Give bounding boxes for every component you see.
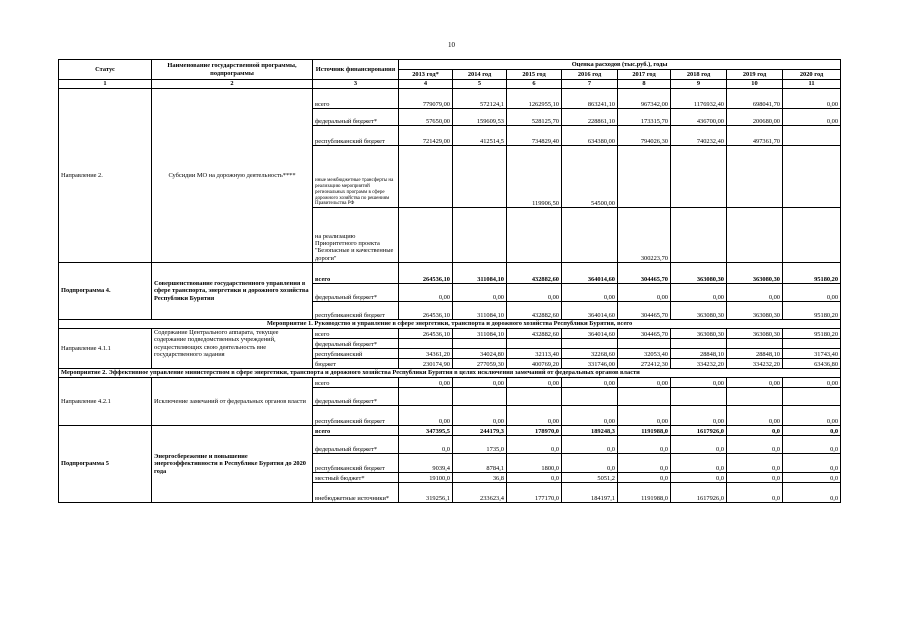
value-cell: 264536,10 (399, 263, 453, 284)
value-cell: 0,00 (671, 284, 727, 302)
funding-source: на реализацию Приоритетного проекта "Безопасные и качественные дороги" (313, 208, 399, 263)
value-cell: 1800,0 (507, 454, 562, 473)
value-cell: 1191988,0 (618, 483, 671, 503)
value-cell: 364014,60 (562, 263, 618, 284)
value-cell: 32053,40 (618, 349, 671, 359)
value-cell (727, 208, 783, 263)
value-cell: 0,0 (562, 436, 618, 454)
value-cell: 0,00 (399, 378, 453, 388)
value-cell: 311084,10 (453, 263, 507, 284)
value-cell: 0,00 (562, 378, 618, 388)
value-cell: 863241,10 (562, 89, 618, 109)
value-cell (399, 388, 453, 406)
funding-source: внебюджетные источники* (313, 483, 399, 503)
value-cell: 363080,30 (671, 329, 727, 339)
col-number: 2 (152, 80, 313, 89)
value-cell: 364014,60 (562, 329, 618, 339)
value-cell: 9039,4 (399, 454, 453, 473)
program-name: Энергосбережение и повышение энергоэффективности в Республике Бурятия до 2020 года (152, 426, 313, 503)
value-cell: 95180,20 (783, 302, 841, 320)
value-cell (618, 146, 671, 208)
value-cell: 0,0 (783, 454, 841, 473)
header-status: Статус (59, 60, 152, 80)
value-cell: 63436,80 (783, 359, 841, 369)
header-year: 2018 год (671, 70, 727, 80)
value-cell (671, 146, 727, 208)
funding-source: республиканский бюджет (313, 454, 399, 473)
funding-source: всего (313, 329, 399, 339)
value-cell: 363080,30 (727, 329, 783, 339)
value-cell (453, 208, 507, 263)
funding-source: федеральный бюджет* (313, 436, 399, 454)
value-cell: 0,00 (562, 284, 618, 302)
value-cell: 264536,10 (399, 329, 453, 339)
value-cell (399, 146, 453, 208)
value-cell: 1735,0 (453, 436, 507, 454)
value-cell (399, 339, 453, 349)
value-cell (453, 339, 507, 349)
header-year: 2015 год (507, 70, 562, 80)
header-year: 2014 год (453, 70, 507, 80)
value-cell: 319256,1 (399, 483, 453, 503)
value-cell: 0,00 (507, 284, 562, 302)
program-name: Содержание Центрального аппарата, текущее содержание подведомственных учреждений, осуществляющих свою деятельность вне государственного задания (152, 329, 313, 369)
value-cell (453, 146, 507, 208)
value-cell: 159609,53 (453, 109, 507, 126)
value-cell: 32268,60 (562, 349, 618, 359)
value-cell: 0,0 (618, 436, 671, 454)
value-cell: 0,0 (783, 436, 841, 454)
value-cell (727, 339, 783, 349)
value-cell: 497361,70 (727, 126, 783, 146)
value-cell: 36,8 (453, 473, 507, 483)
value-cell: 1262955,10 (507, 89, 562, 109)
value-cell: 0,00 (671, 406, 727, 426)
table-row (59, 320, 841, 329)
value-cell (783, 339, 841, 349)
header-year: 2016 год (562, 70, 618, 80)
header-year: 2020 год (783, 70, 841, 80)
value-cell: 19100,0 (399, 473, 453, 483)
value-cell: 0,00 (783, 284, 841, 302)
value-cell: 0,0 (507, 436, 562, 454)
value-cell: 0,0 (727, 426, 783, 436)
program-name: Совершенствование государственного управления в сфере транспорта, энергетики и дорожного хозяйства Республики Бурятия (152, 263, 313, 320)
value-cell: 304465,70 (618, 263, 671, 284)
row-status: Подпрограмма 5 (59, 426, 152, 503)
funding-source: иные межбюджетные трансферты на реализацию мероприятий региональных программ в сфере дорожного хозяйства по решениям Правительства РФ (313, 146, 399, 208)
value-cell (562, 388, 618, 406)
value-cell: 0,0 (727, 473, 783, 483)
value-cell: 173315,70 (618, 109, 671, 126)
program-name: Субсидии МО на дорожную деятельность**** (152, 89, 313, 263)
value-cell: 8784,1 (453, 454, 507, 473)
value-cell: 34024,80 (453, 349, 507, 359)
value-cell: 721429,00 (399, 126, 453, 146)
value-cell: 0,00 (618, 406, 671, 426)
table-row (59, 369, 841, 378)
value-cell: 200680,00 (727, 109, 783, 126)
value-cell (783, 126, 841, 146)
value-cell: 0,0 (562, 454, 618, 473)
header-year: 2013 год* (399, 70, 453, 80)
value-cell: 400769,20 (507, 359, 562, 369)
row-status: Подпрограмма 4. (59, 263, 152, 320)
row-status: Направление 4.1.1 (59, 329, 152, 369)
col-number: 7 (562, 80, 618, 89)
expense-table (58, 59, 841, 503)
col-number: 6 (507, 80, 562, 89)
value-cell: 0,00 (453, 378, 507, 388)
value-cell: 0,00 (783, 406, 841, 426)
col-number: 5 (453, 80, 507, 89)
value-cell: 0,0 (727, 436, 783, 454)
value-cell: 0,00 (453, 284, 507, 302)
value-cell (507, 388, 562, 406)
value-cell (671, 208, 727, 263)
value-cell: 364014,60 (562, 302, 618, 320)
funding-source: всего (313, 89, 399, 109)
value-cell: 0,0 (618, 454, 671, 473)
value-cell: 794026,30 (618, 126, 671, 146)
funding-source: всего (313, 378, 399, 388)
value-cell: 0,0 (507, 473, 562, 483)
value-cell (727, 146, 783, 208)
value-cell: 1617926,0 (671, 426, 727, 436)
value-cell: 57650,00 (399, 109, 453, 126)
value-cell: 5051,2 (562, 473, 618, 483)
value-cell: 95180,20 (783, 263, 841, 284)
value-cell: 967342,00 (618, 89, 671, 109)
value-cell: 184197,1 (562, 483, 618, 503)
value-cell: 432882,60 (507, 329, 562, 339)
table-row (59, 89, 841, 109)
value-cell: 0,00 (727, 378, 783, 388)
value-cell: 331746,00 (562, 359, 618, 369)
funding-source: федеральный бюджет* (313, 284, 399, 302)
value-cell: 779079,00 (399, 89, 453, 109)
col-number: 11 (783, 80, 841, 89)
value-cell: 363080,30 (727, 302, 783, 320)
value-cell: 1617926,0 (671, 483, 727, 503)
value-cell: 0,0 (399, 436, 453, 454)
col-number: 3 (313, 80, 399, 89)
value-cell: 0,00 (727, 284, 783, 302)
value-cell: 228861,10 (562, 109, 618, 126)
value-cell: 0,00 (618, 284, 671, 302)
funding-source: республиканский (313, 349, 399, 359)
value-cell: 432882,60 (507, 302, 562, 320)
value-cell (562, 208, 618, 263)
value-cell: 0,0 (727, 454, 783, 473)
value-cell (562, 339, 618, 349)
value-cell: 0,00 (783, 89, 841, 109)
value-cell: 95180,20 (783, 329, 841, 339)
value-cell: 0,0 (783, 483, 841, 503)
value-cell (507, 339, 562, 349)
event-1-title: Мероприятие 1. Руководство и управление в сфере энергетики, транспорта и дорожного хозяйства Республики Бурятия, всего (59, 320, 841, 329)
col-number: 10 (727, 80, 783, 89)
value-cell: 1191988,0 (618, 426, 671, 436)
header-estimate: Оценка расходов (тыс.руб.), годы (399, 60, 841, 70)
value-cell: 264536,10 (399, 302, 453, 320)
funding-source: всего (313, 263, 399, 284)
value-cell (783, 388, 841, 406)
funding-source: федеральный бюджет* (313, 388, 399, 406)
value-cell: 363080,30 (671, 302, 727, 320)
row-status: Направление 4.2.1 (59, 378, 152, 426)
header-year: 2019 год (727, 70, 783, 80)
value-cell: 0,0 (671, 436, 727, 454)
value-cell: 0,0 (671, 454, 727, 473)
value-cell: 0,0 (671, 473, 727, 483)
row-status: Направление 2. (59, 89, 152, 263)
header-source: Источник финансирования (313, 60, 399, 80)
value-cell: 528125,70 (507, 109, 562, 126)
value-cell: 0,00 (507, 406, 562, 426)
value-cell: 34361,20 (399, 349, 453, 359)
value-cell: 634380,00 (562, 126, 618, 146)
value-cell: 304465,70 (618, 329, 671, 339)
value-cell: 412514,5 (453, 126, 507, 146)
value-cell: 363080,30 (727, 263, 783, 284)
value-cell: 119906,50 (507, 146, 562, 208)
page-number: 10 (448, 41, 455, 49)
value-cell (399, 208, 453, 263)
value-cell: 311084,10 (453, 302, 507, 320)
value-cell: 0,00 (671, 378, 727, 388)
funding-source: местный бюджет* (313, 473, 399, 483)
value-cell: 277059,30 (453, 359, 507, 369)
value-cell: 54500,00 (562, 146, 618, 208)
funding-source: федеральный бюджет* (313, 339, 399, 349)
value-cell: 334232,20 (671, 359, 727, 369)
table-row (59, 263, 841, 284)
value-cell: 347395,5 (399, 426, 453, 436)
value-cell: 0,0 (618, 473, 671, 483)
value-cell: 363080,30 (671, 263, 727, 284)
value-cell (727, 388, 783, 406)
value-cell: 233623,4 (453, 483, 507, 503)
funding-source: бюджет (313, 359, 399, 369)
value-cell: 189248,3 (562, 426, 618, 436)
col-number: 4 (399, 80, 453, 89)
funding-source: республиканский бюджет (313, 126, 399, 146)
value-cell (507, 208, 562, 263)
funding-source: республиканский бюджет (313, 302, 399, 320)
value-cell: 0,00 (783, 109, 841, 126)
header-program-name: Наименование государственной программы, подпрограммы (152, 60, 313, 80)
value-cell: 31743,40 (783, 349, 841, 359)
value-cell: 0,00 (453, 406, 507, 426)
value-cell (783, 208, 841, 263)
value-cell: 230174,90 (399, 359, 453, 369)
value-cell: 272412,30 (618, 359, 671, 369)
event-2-title: Мероприятие 2. Эффективное управление министерством в сфере энергетики, транспорта и дорожного хозяйства Республики Бурятия в целях исключения замечаний от федеральных органов власти (59, 369, 841, 378)
funding-source: республиканский бюджет (313, 406, 399, 426)
table-row (59, 378, 841, 388)
value-cell: 0,00 (727, 406, 783, 426)
value-cell: 0,00 (783, 378, 841, 388)
value-cell (671, 388, 727, 406)
value-cell: 32113,40 (507, 349, 562, 359)
table-row (59, 329, 841, 339)
value-cell: 177170,0 (507, 483, 562, 503)
value-cell: 0,00 (618, 378, 671, 388)
value-cell: 698041,70 (727, 89, 783, 109)
value-cell: 244179,3 (453, 426, 507, 436)
value-cell: 300223,70 (618, 208, 671, 263)
value-cell: 0,00 (507, 378, 562, 388)
value-cell: 28848,10 (727, 349, 783, 359)
value-cell: 0,00 (562, 406, 618, 426)
value-cell (671, 339, 727, 349)
value-cell: 436700,00 (671, 109, 727, 126)
col-number: 1 (59, 80, 152, 89)
program-name: Исключение замечаний от федеральных органов власти (152, 378, 313, 426)
value-cell: 0,0 (727, 483, 783, 503)
value-cell: 28848,10 (671, 349, 727, 359)
value-cell: 0,00 (399, 406, 453, 426)
value-cell: 432882,60 (507, 263, 562, 284)
value-cell (453, 388, 507, 406)
col-number: 8 (618, 80, 671, 89)
funding-source: федеральный бюджет* (313, 109, 399, 126)
value-cell (783, 146, 841, 208)
value-cell: 0,0 (783, 473, 841, 483)
value-cell: 734829,40 (507, 126, 562, 146)
value-cell: 740232,40 (671, 126, 727, 146)
value-cell: 572124,1 (453, 89, 507, 109)
value-cell (618, 388, 671, 406)
value-cell: 334232,20 (727, 359, 783, 369)
value-cell: 0,0 (783, 426, 841, 436)
value-cell: 0,00 (399, 284, 453, 302)
value-cell: 1176932,40 (671, 89, 727, 109)
value-cell: 178970,0 (507, 426, 562, 436)
value-cell: 311084,10 (453, 329, 507, 339)
value-cell: 304465,70 (618, 302, 671, 320)
funding-source: всего (313, 426, 399, 436)
header-year: 2017 год (618, 70, 671, 80)
value-cell (618, 339, 671, 349)
table-row (59, 426, 841, 436)
col-number: 9 (671, 80, 727, 89)
